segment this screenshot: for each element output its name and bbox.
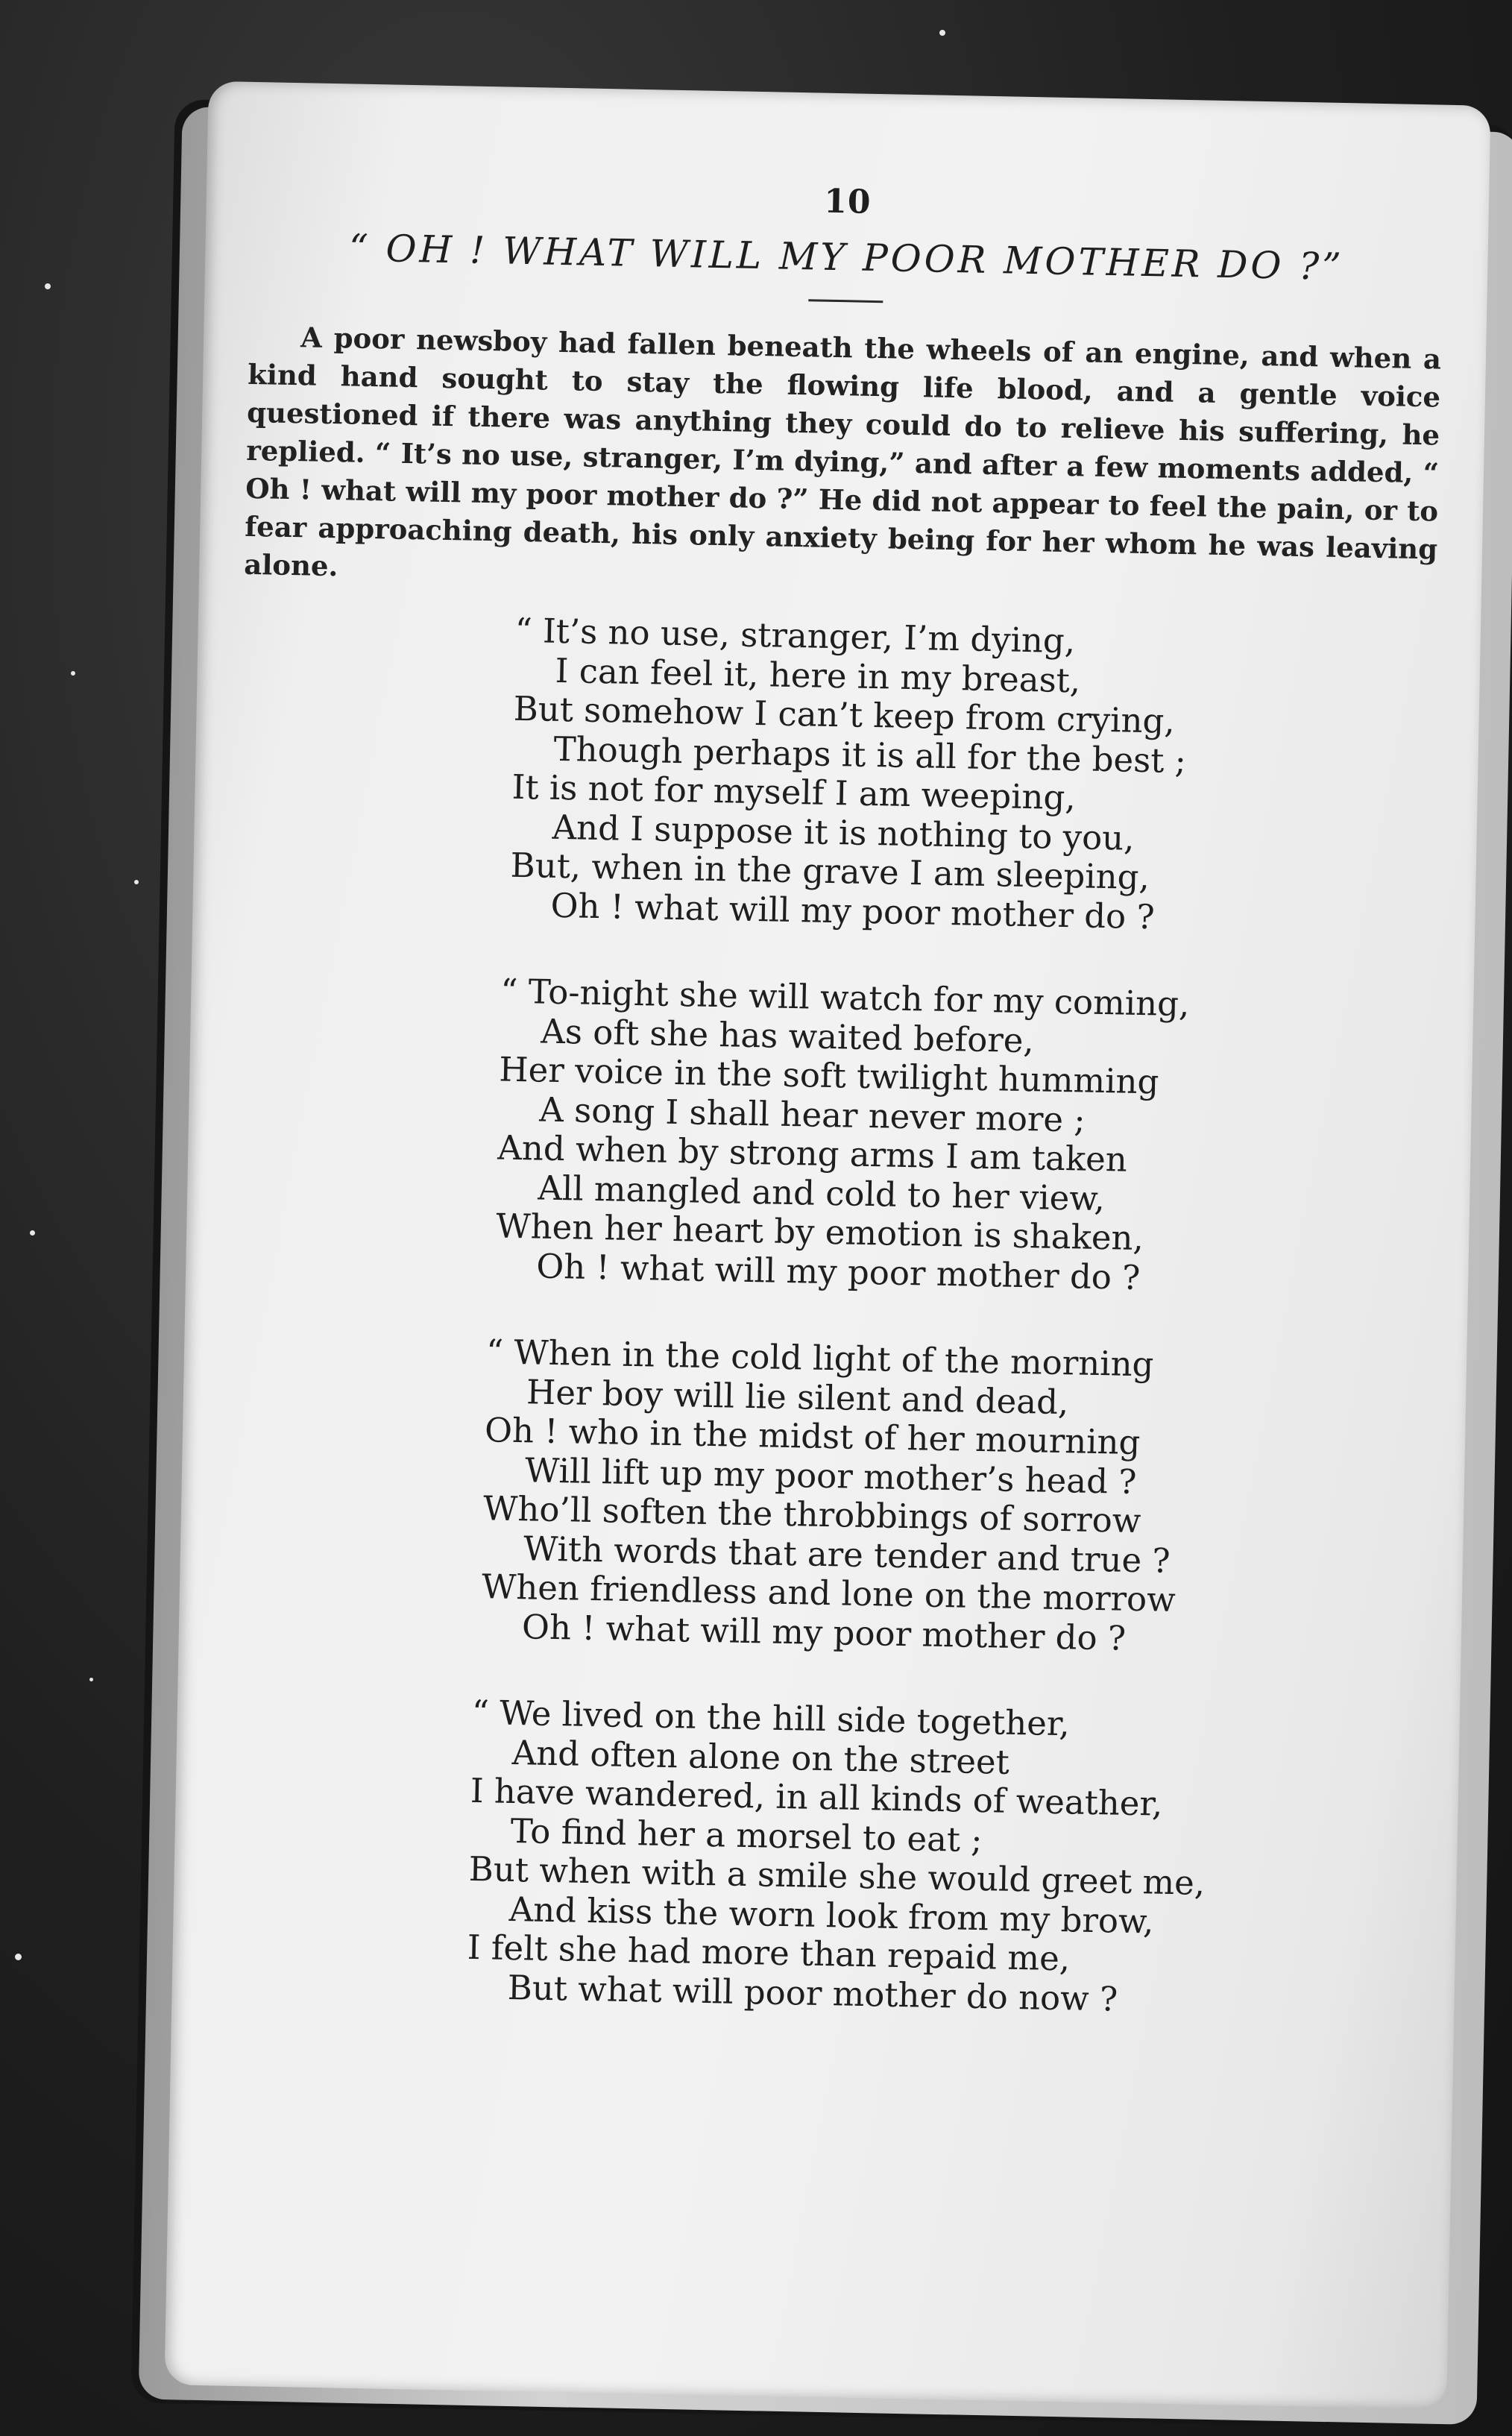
poem-line: Oh ! what will my poor mother do ? bbox=[550, 885, 1156, 937]
poem-line: I can feel it, here in my breast, bbox=[555, 650, 1081, 700]
dust-speck bbox=[939, 30, 945, 36]
poem-line: It is not for myself I am weeping, bbox=[511, 767, 1077, 818]
poem-stanza-4 bbox=[216, 1689, 1415, 2025]
poem-line: And when by strong arms I am taken bbox=[497, 1127, 1128, 1180]
poem-line: And often alone on the street bbox=[511, 1732, 1010, 1782]
poem bbox=[216, 606, 1436, 2024]
poem-line: Oh ! what will my poor mother do ? bbox=[521, 1606, 1127, 1658]
dust-speck bbox=[30, 1230, 35, 1236]
poem-line: But when with a smile she would greet me, bbox=[468, 1848, 1206, 1903]
poem-line: “ To-night she will watch for my coming, bbox=[500, 971, 1190, 1025]
poem-stanza-3 bbox=[224, 1328, 1423, 1664]
poem-line: Who’ll soften the throbbings of sorrow bbox=[482, 1488, 1141, 1541]
poem-line: To find her a morsel to eat ; bbox=[510, 1810, 983, 1860]
poem-stanza-2 bbox=[230, 967, 1429, 1303]
poem-line: When her heart by emotion is shaken, bbox=[495, 1206, 1144, 1259]
poem-line: And I suppose it is nothing to you, bbox=[552, 807, 1135, 858]
poem-line: But what will poor mother do now ? bbox=[507, 1967, 1118, 2019]
poem-line: A song I shall hear never more ; bbox=[538, 1089, 1086, 1140]
poem-line: “ We lived on the hill side together, bbox=[471, 1692, 1071, 1744]
title-divider bbox=[808, 299, 883, 303]
dust-speck bbox=[71, 671, 75, 676]
page-title: “ OH ! WHAT WILL MY POOR MOTHER DO ?” bbox=[348, 226, 1345, 289]
poem-line: As oft she has waited before, bbox=[540, 1011, 1035, 1060]
dust-speck bbox=[134, 880, 139, 884]
dust-speck bbox=[89, 1678, 93, 1681]
poem-line: But, when in the grave I am sleeping, bbox=[510, 845, 1150, 898]
book-page bbox=[164, 81, 1490, 2409]
poem-stanza-1 bbox=[237, 606, 1436, 942]
dust-speck bbox=[45, 283, 51, 289]
poem-line: Will lift up my poor mother’s head ? bbox=[524, 1450, 1137, 1502]
poem-line: With words that are tender and true ? bbox=[523, 1528, 1171, 1581]
poem-line: All mangled and cold to her view, bbox=[537, 1168, 1106, 1218]
poem-line: “ It’s no use, stranger, I’m dying, bbox=[514, 610, 1076, 661]
intro-paragraph: A poor newsboy had fallen beneath the wheels of an engine, and when a kind hand sought to stay the flowing life blood, and a gentle voice questioned if there was anything they could do to relieve his suffering, he replied. “ It’s no use, stranger, I’m dying,” and after a few moments added, “ Oh ! what will my poor mother do ?” He did not appear to feel the pain, or to fear approaching death, his only anxiety being for her whom he was leaving alone. bbox=[243, 321, 1442, 583]
poem-line: Oh ! what will my poor mother do ? bbox=[535, 1246, 1141, 1297]
poem-line: Her boy will lie silent and dead, bbox=[526, 1371, 1069, 1422]
poem-line: I have wandered, in all kinds of weather, bbox=[470, 1770, 1163, 1824]
poem-line: “ When in the cold light of the morning bbox=[485, 1332, 1154, 1385]
poem-line: Though perhaps it is all for the best ; bbox=[553, 728, 1187, 781]
poem-line: Oh ! who in the midst of her mourning bbox=[484, 1410, 1141, 1463]
dust-speck bbox=[15, 1954, 22, 1960]
page-content bbox=[215, 171, 1444, 2072]
poem-line: But somehow I can’t keep from crying, bbox=[513, 688, 1176, 741]
poem-line: And kiss the worn look from my brow, bbox=[508, 1889, 1155, 1942]
poem-line: I felt she had more than repaid me, bbox=[467, 1927, 1071, 1979]
poem-line: Her voice in the soft twilight humming bbox=[498, 1049, 1159, 1102]
poem-line: When friendless and lone on the morrow bbox=[481, 1567, 1176, 1620]
page-number: 10 bbox=[823, 182, 872, 221]
